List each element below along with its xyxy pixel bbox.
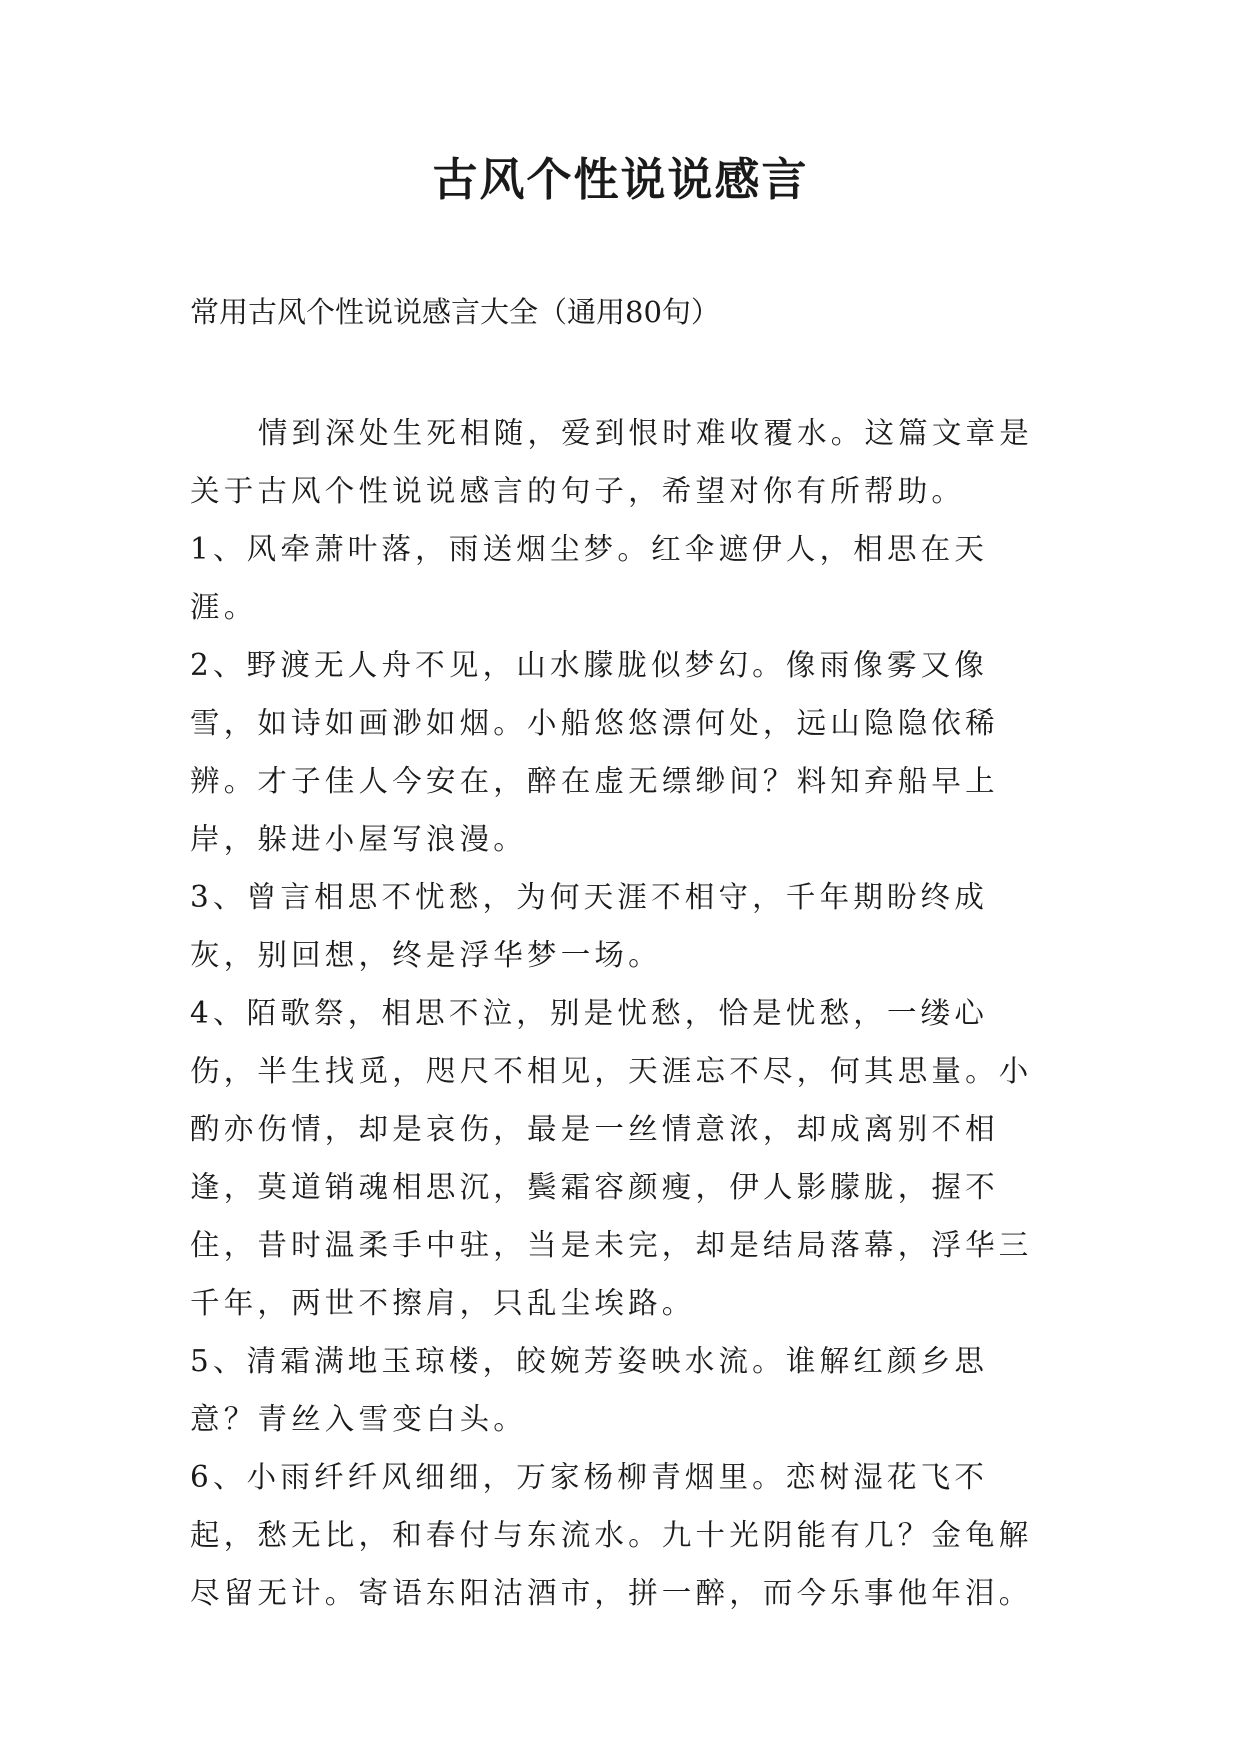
document-subtitle: 常用古风个性说说感言大全（通用80句） [190,295,720,329]
intro-paragraph: 情到深处生死相随，爱到恨时难收覆水。这篇文章是关于古风个性说说感言的句子，希望对你有所帮助。 [190,416,1033,508]
quote-item-2: 2、野渡无人舟不见，山水朦胧似梦幻。像雨像雾又像雪，如诗如画渺如烟。小船悠悠漂何处，远山隐隐依稀辨。才子佳人今安在，醉在虚无缥缈间？料知弃船早上岸，躲进小屋写浪漫。 [190,648,999,856]
quote-item-6: 6、小雨纤纤风细细，万家杨柳青烟里。恋树湿花飞不起，愁无比，和春付与东流水。九十光阴能有几？金龟解尽留无计。寄语东阳沽酒市，拼一醉，而今乐事他年泪。 [190,1460,1033,1610]
quote-item-5: 5、清霜满地玉琼楼，皎婉芳姿映水流。谁解红颜乡思意？青丝入雪变白头。 [190,1344,989,1436]
document-body [190,404,1052,1622]
quote-item-3: 3、曾言相思不忧愁，为何天涯不相守，千年期盼终成灰，别回想，终是浮华梦一场。 [190,880,989,972]
quote-item-4: 4、陌歌祭，相思不泣，别是忧愁，恰是忧愁，一缕心伤，半生找觅，咫尺不相见，天涯忘不尽，何其思量。小酌亦伤情，却是哀伤，最是一丝情意浓，却成离别不相逢，莫道销魂相思沉，鬓霜容颜瘦，伊人影朦胧，握不住，昔时温柔手中驻，当是未完，却是结局落幕，浮华三千年，两世不擦肩，只乱尘埃路。 [190,996,1033,1320]
quote-item-1: 1、风牵萧叶落，雨送烟尘梦。红伞遮伊人，相思在天涯。 [190,532,989,624]
document-title: 古风个性说说感言 [432,153,809,206]
